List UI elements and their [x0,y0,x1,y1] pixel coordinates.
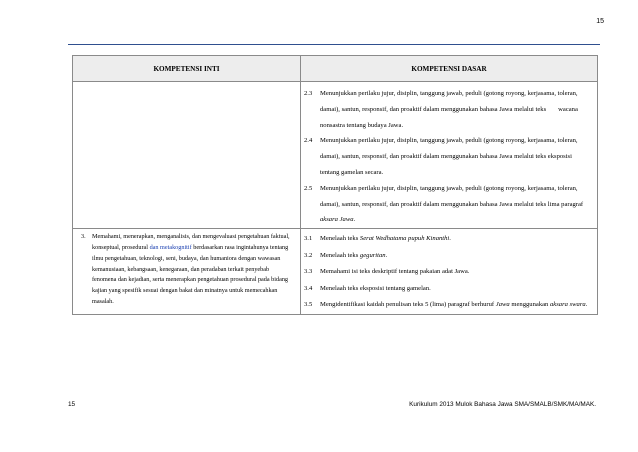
kd-number: 2.5 [304,184,313,192]
ki-cell [73,229,301,315]
kd-text: Mengidentifikasi kaidah penulisan teks 5 (lima) paragraf berhuruf [320,301,496,309]
kd-text: Menelaah teks eksposisi tentang gamelan. [320,284,431,292]
kd-text: menggunakan [509,301,550,309]
kd-text: . [585,301,588,309]
kd-item-3-5 [304,297,591,314]
kd-item-2-5 [304,181,591,228]
kd-text: . [353,216,356,224]
empty-ki-cell [73,82,301,229]
kd-text: Menunjukkan perilaku jujur, disiplin, tanggung jawab, peduli (gotong royong, kerjasama, toleran, damai), santun, responsif, dan proaktif dalam menggunakan bahasa Jawa melalui teks lima paragraf [320,184,584,208]
ki-item-3 [81,232,295,308]
footer-page-number: 15 [68,401,76,408]
header-rule [68,44,600,45]
ki-link-text: dan metakognitif [149,243,192,251]
kd-italic-text: Serat Wedhatama pupuh Kinanthi [359,235,450,243]
competency-table [72,55,598,315]
kd-cell-top [301,82,598,229]
ki-number: 3. [81,233,86,241]
kd-text: Memahami isi teks deskriptif tentang pakaian adat Jawa. [320,268,470,276]
kd-number: 3.3 [304,268,313,276]
kd-text: wacana nonsastra tentang budaya Jawa. [320,105,578,129]
kd-item-2-4 [304,133,591,180]
kd-number: 3.1 [304,235,313,243]
kd-text: . [449,235,451,243]
kd-number: 3.5 [304,301,313,309]
header-kompetensi-dasar: KOMPETENSI DASAR [301,56,598,82]
ki-text: berdasarkan rasa ingintahunya tentang ilmu pengetahuan, teknologi, seni, budaya, dan humaniora dengan wawasan kemanusiaan, kebangsaan, kenegaraan, dan peradaban terkait penyebab fenomena dan kejadian, serta menerapkan pengetahuan prosedural pada bidang kajian yang spesifik sesuai dengan bakat dan minatnya untuk memecahkan masalah. [92,243,289,305]
table-row [73,229,598,315]
table-header-row [73,56,598,82]
ki-text: Memahami, menerapkan, menganalisis, dan mengevaluasi pengetahuan faktual, konseptual, prosedural [92,233,290,251]
kd-text: Menunjukkan perilaku jujur, disiplin, tanggung jawab, peduli (gotong royong, kerjasama, toleran, damai), santun, responsif, dan proaktif dalam menggunakan bahasa Jawa melalui teks eksposisi tentang gamelan secara. [320,137,578,176]
kd-item-3-4 [304,281,591,298]
kd-item-2-3 [304,86,591,133]
kd-italic-text: geguritan [359,251,386,259]
kd-text: Menunjukkan perilaku jujur, disiplin, tanggung jawab, peduli (gotong royong, kerjasama, toleran, damai), santun, responsif, dan proaktif dalam menggunakan bahasa Jawa melalui teks [320,90,578,113]
kd-cell-bottom [301,229,598,315]
kd-item-3-1 [304,231,591,248]
page-number-top: 15 [596,18,604,25]
kd-item-3-3 [304,264,591,281]
kd-italic-text: Jawa [495,301,510,309]
footer-curriculum-text: Kurikulum 2013 Mulok Bahasa Jawa SMA/SMALB/SMK/MA/MAK. [409,401,596,408]
kd-text: . [385,251,388,259]
kd-number: 3.4 [304,284,313,292]
table-row [73,82,598,229]
kd-italic-text: aksara swara [550,301,586,309]
kd-text: Menelaah teks [320,235,360,243]
kd-number: 2.4 [304,137,313,145]
kd-text: Menelaah teks [320,251,360,259]
kd-item-3-2 [304,248,591,265]
kd-italic-text: aksara Jawa [320,216,354,224]
kd-number: 3.2 [304,251,313,259]
kd-number: 2.3 [304,90,313,97]
header-kompetensi-inti: KOMPETENSI INTI [73,56,301,82]
